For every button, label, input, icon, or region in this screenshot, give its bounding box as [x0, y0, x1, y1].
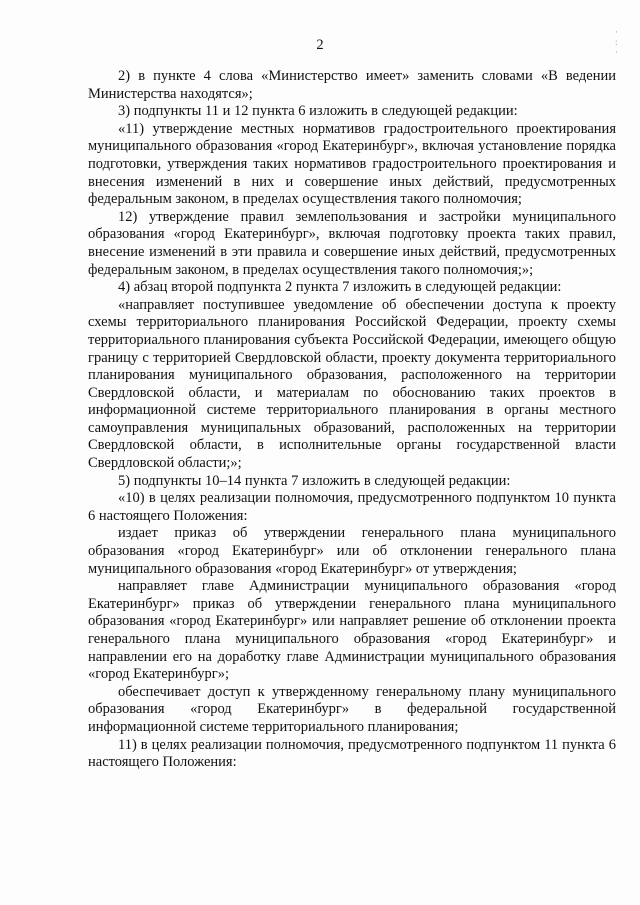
paragraph: 4) абзац второй подпункта 2 пункта 7 изложить в следующей редакции:: [118, 279, 562, 296]
paragraph: 3) подпункты 11 и 12 пункта 6 изложить в следующей редакции:: [118, 103, 518, 120]
page-number: 2: [316, 37, 324, 53]
paragraph: направляет главе Администрации муниципального образования «город Екатеринбург» приказ об утверждении генерального плана муниципального образования «город Екатеринбург» или направляет решение об отклонении проекта генерального плана муниципального образования «город Екатеринбург» и направлении его на доработку главе Администрации муниципального образования «город Екатеринбург»;: [88, 578, 616, 683]
document-body: [88, 68, 616, 772]
paragraph: обеспечивает доступ к утвержденному генеральному плану муниципального образования «город Екатеринбург» в федеральной государственной информационной системе территориального планирования;: [88, 683, 616, 735]
margin-scan-mark: · : ·: [615, 27, 618, 57]
paragraph: «направляет поступившее уведомление об обеспечении доступа к проекту схемы территориального планирования Российской Федерации, проекту схемы территориального планирования субъекта Российской Федерации, имеющего общую границу с территорией Свердловской области, проекту документа территориального планирования муниципального образования, расположенного на территории Свердловской области, и материалам по обоснованию таких проектов в информационной системе территориального планирования в органы местного самоуправления муниципальных образований, расположенных на территории Свердловской области, в исполнительные органы государственной власти Свердловской области;»;: [88, 296, 616, 472]
paragraph: 11) в целях реализации полномочия, предусмотренного подпунктом 11 пункта 6 настоящего Положения:: [88, 736, 616, 771]
paragraph: 5) подпункты 10–14 пункта 7 изложить в следующей редакции:: [118, 472, 511, 489]
paragraph: «10) в целях реализации полномочия, предусмотренного подпунктом 10 пункта 6 настоящего Положения:: [88, 490, 616, 524]
paragraph: издает приказ об утверждении генерального плана муниципального образования «город Екатеринбург» или об отклонении генерального плана муниципального образования «город Екатеринбург» от утверждения;: [88, 525, 616, 577]
paragraph: «11) утверждение местных нормативов градостроительного проектирования муниципального образования «город Екатеринбург», включая установление порядка подготовки, утверждения таких нормативов градостроительного проектирования и внесения изменений в них и совершение иных действий, предусмотренных федеральным законом, в пределах осуществления такого полномочия;: [88, 120, 616, 208]
paragraph: 12) утверждение правил землепользования и застройки муниципального образования «город Екатеринбург», включая подготовку проекта таких правил, внесение изменений в эти правила и совершение иных действий, предусмотренных федеральным законом, в пределах осуществления такого полномочия;»;: [88, 208, 616, 278]
paragraph: 2) в пункте 4 слова «Министерство имеет» заменить словами «В ведении Министерства находятся»;: [88, 68, 616, 102]
